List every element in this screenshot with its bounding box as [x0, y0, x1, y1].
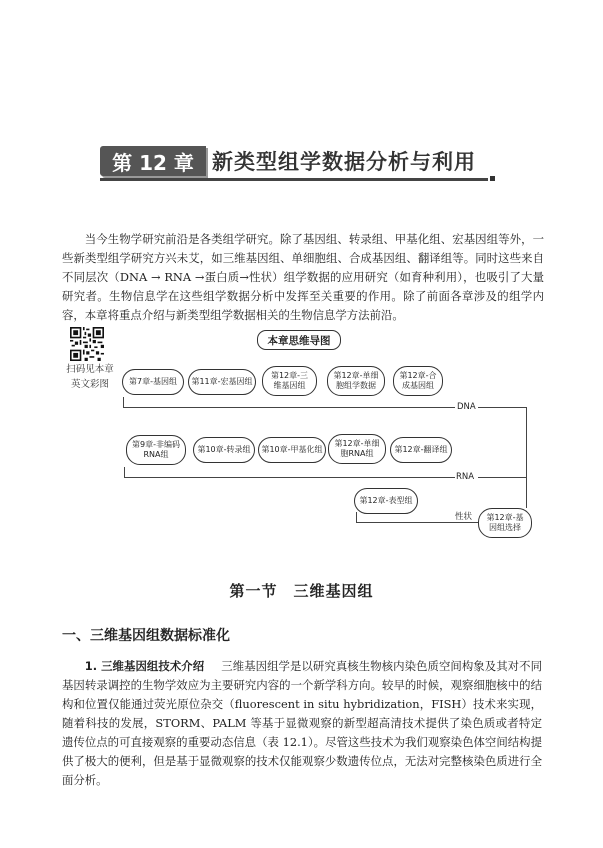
- trait-line: [356, 522, 478, 523]
- dna-line: [478, 407, 526, 408]
- paragraph-text: 三维基因组学是以研究真核生物核内染色质空间构象及其对不同基因转录调控的生物学效应为主要研究内容的一个新学科方向。较早的时候，观察细胞核中的结构和位置仅能通过荧光原位杂交（fluorescent in situ hybridization，FISH）技术来实现，随着科技的发展，STORM、PALM 等基于显微观察的新型超高清技术提供了染色质或者特定遗传位点的可直接观察的重要动态信息（表 12.1）。尽管这些技术为我们观察染色体空间结构提供了极大的便利，但是基于显微观察的技术仅能观察少数遗传位点，无法对完整核染色质进行全面分析。: [62, 659, 542, 787]
- chapter-title: 新类型组学数据分析与利用: [212, 150, 476, 174]
- qr-code-icon[interactable]: [70, 327, 104, 361]
- chapter-number: 第 12 章: [100, 146, 206, 176]
- mindmap-node: 第12章-合成基因组: [393, 366, 443, 396]
- mindmap-node: 第10章-甲基化组: [258, 437, 326, 463]
- mindmap-title: 本章思维导图: [257, 330, 341, 350]
- paragraph-lead: 1. 三维基因组技术介绍: [84, 659, 205, 673]
- rna-line: [478, 477, 526, 478]
- mindmap-node: 第12章-翻译组: [390, 437, 452, 463]
- mindmap-node: 第9章-非编码RNA组: [126, 435, 186, 465]
- mindmap-node: 第12章-表型组: [354, 488, 418, 514]
- subsection-title: 一、三维基因组数据标准化: [62, 628, 230, 644]
- dna-line: [123, 407, 455, 408]
- mindmap-node: 第12章-单细胞组学数据: [327, 366, 385, 396]
- mindmap-node: 第11章-宏基因组: [188, 369, 256, 395]
- rna-label: RNA: [456, 472, 475, 482]
- qr-caption: 扫码见本章 英文彩图: [66, 364, 114, 390]
- mindmap-node: 第12章-三维基因组: [262, 366, 317, 396]
- rna-line: [124, 477, 455, 478]
- connector-line: [356, 512, 357, 522]
- intro-paragraph: 当今生物学研究前沿是各类组学研究。除了基因组、转录组、甲基化组、宏基因组等外，一些新类型组学研究方兴未艾，如三维基因组、单细胞组、合成基因组、翻译组等。同时这些来自不同层次（DNA → RNA →蛋白质→性状）组学数据的应用研究（如育种利用），也吸引了大量研究者。生物信息学在这些组学数据分析中发挥至关重要的作用。除了前面各章涉及的组学内容，本章将重点介绍与新类型组学数据相关的生物信息学方法前沿。: [62, 232, 544, 322]
- mindmap-node-final: 第12章-基因组选择: [478, 508, 532, 538]
- mindmap-node: 第7章-基因组: [122, 369, 184, 395]
- connector-line: [123, 397, 124, 407]
- section-body: [62, 657, 542, 790]
- connector-line: [124, 467, 125, 477]
- trait-label: 性状: [455, 512, 473, 522]
- chapter-dot: [490, 176, 495, 181]
- chapter-underline: [100, 178, 488, 181]
- section-title: 第一节 三维基因组: [229, 582, 374, 600]
- mindmap-node: 第10章-转录组: [193, 437, 255, 463]
- dna-label: DNA: [457, 402, 476, 412]
- vertical-connector: [526, 407, 527, 508]
- mindmap-node: 第12章-单细胞RNA组: [328, 434, 386, 464]
